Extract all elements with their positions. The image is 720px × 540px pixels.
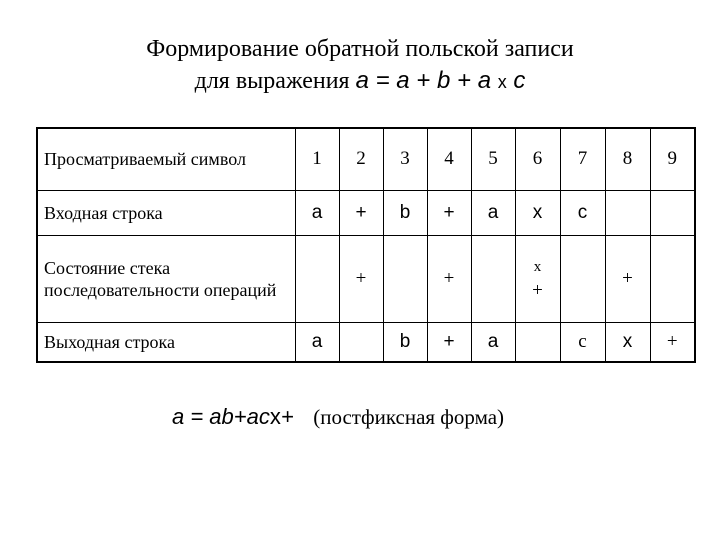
row-label: Входная строка	[37, 190, 295, 235]
output-cell: a	[471, 322, 515, 362]
input-cell: a	[295, 190, 339, 235]
row-label: Выходная строка	[37, 322, 295, 362]
output-cell: a	[295, 322, 339, 362]
output-cell: c	[560, 322, 605, 362]
input-cell	[605, 190, 650, 235]
output-cell: b	[383, 322, 427, 362]
input-cell: +	[427, 190, 471, 235]
input-cell: x	[515, 190, 560, 235]
stack-cell	[339, 235, 383, 322]
title-prefix: для выражения	[194, 68, 350, 94]
symbol-index: 7	[560, 128, 605, 190]
stack-cell	[471, 235, 515, 322]
symbol-index: 8	[605, 128, 650, 190]
postfix-formula: a = ab+acx+	[172, 404, 294, 429]
output-cell: +	[427, 322, 471, 362]
stack-cell	[605, 235, 650, 322]
slide-title	[0, 34, 720, 98]
symbol-index: 2	[339, 128, 383, 190]
symbol-index: 6	[515, 128, 560, 190]
output-cell: +	[650, 322, 695, 362]
postfix-note: (постфиксная форма)	[313, 405, 505, 429]
stack-cell	[427, 235, 471, 322]
symbol-index: 5	[471, 128, 515, 190]
stack-cell	[515, 235, 560, 322]
input-cell	[650, 190, 695, 235]
symbol-index: 9	[650, 128, 695, 190]
input-cell: c	[560, 190, 605, 235]
title-expression: a = a + b + a x c	[355, 67, 526, 94]
stack-symbol: +	[443, 267, 455, 289]
stack-cell	[560, 235, 605, 322]
postfix-result	[172, 404, 504, 430]
row-scanned-symbol	[37, 128, 695, 190]
stack-symbol: x	[533, 258, 542, 275]
stack-cell	[383, 235, 427, 322]
title-line-2	[0, 65, 720, 98]
row-output-string	[37, 322, 695, 362]
stack-symbol: +	[532, 279, 543, 301]
stack-symbol: +	[622, 267, 633, 289]
symbol-index: 3	[383, 128, 427, 190]
stack-symbol: +	[355, 267, 367, 289]
rpn-table	[36, 127, 696, 363]
input-cell: +	[339, 190, 383, 235]
title-line-1: Формирование обратной польской записи	[146, 36, 574, 62]
symbol-index: 4	[427, 128, 471, 190]
output-cell: x	[605, 322, 650, 362]
input-cell: b	[383, 190, 427, 235]
output-cell	[515, 322, 560, 362]
row-input-string	[37, 190, 695, 235]
row-operation-stack	[37, 235, 695, 322]
output-cell	[339, 322, 383, 362]
row-label: Состояние стека последовательности операций	[37, 235, 295, 322]
stack-cell	[295, 235, 339, 322]
input-cell: a	[471, 190, 515, 235]
stack-cell	[650, 235, 695, 322]
row-label: Просматриваемый символ	[37, 128, 295, 190]
symbol-index: 1	[295, 128, 339, 190]
